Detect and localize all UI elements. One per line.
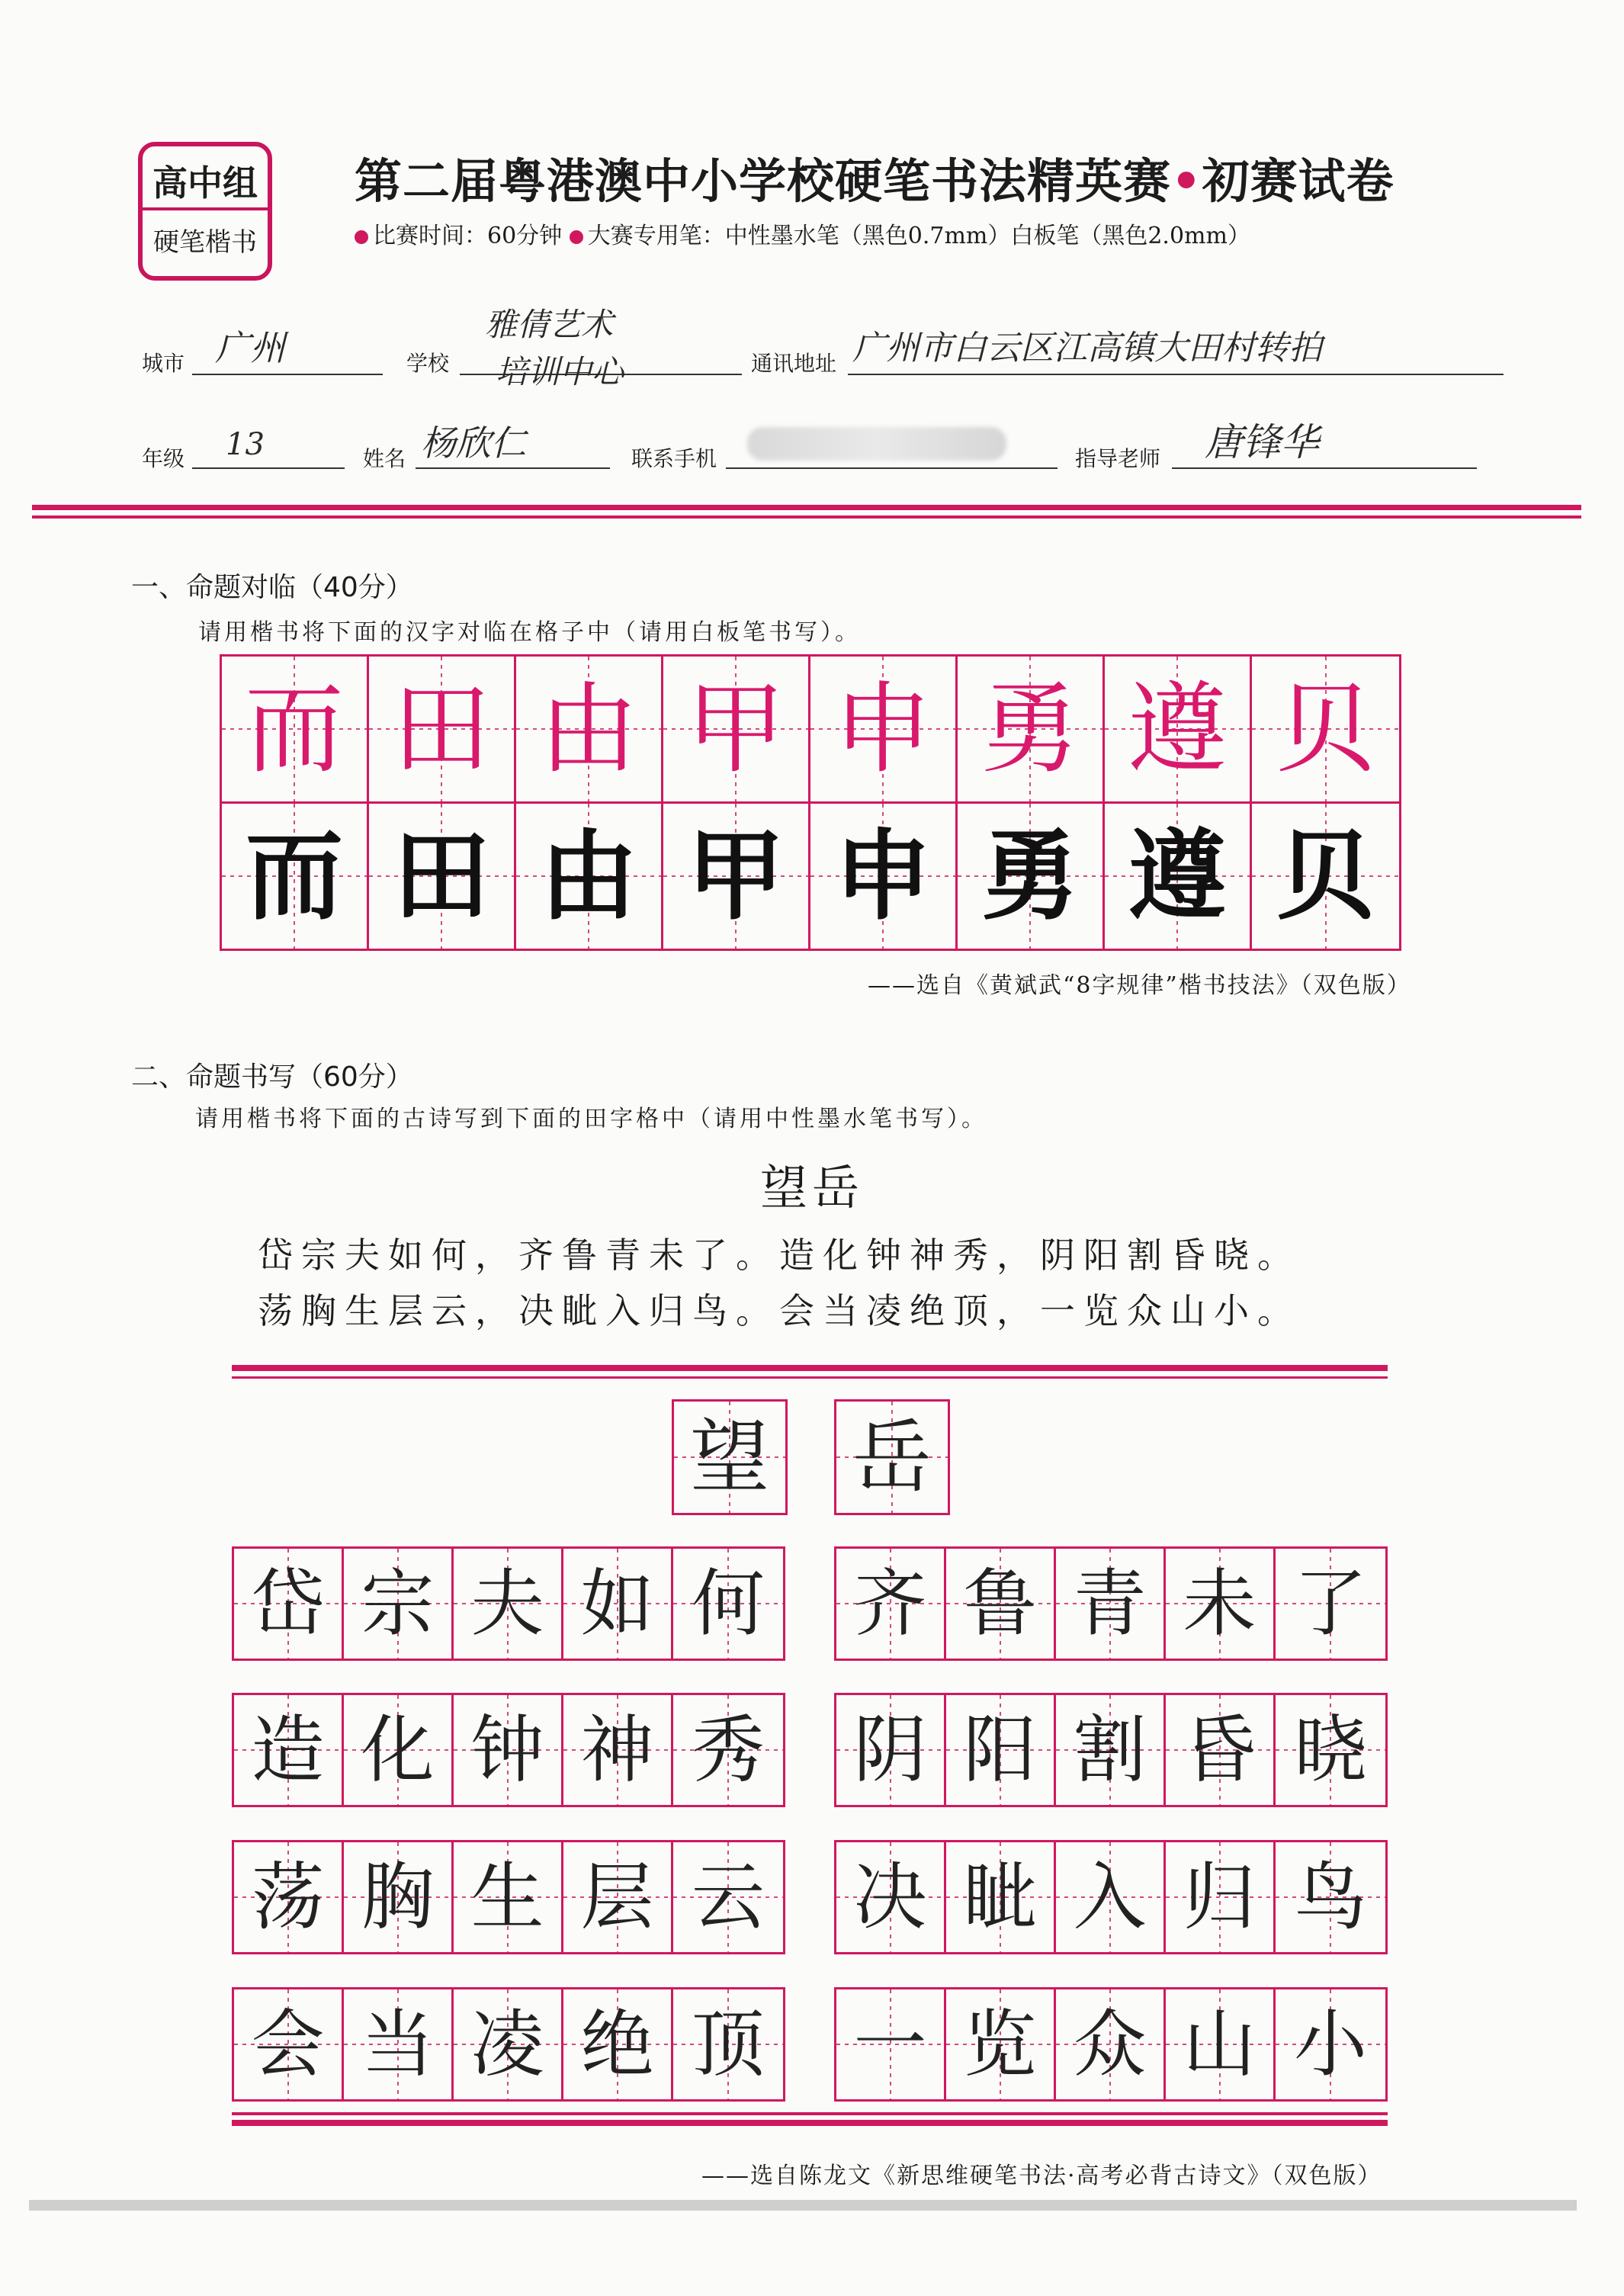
grid-character: 鲁	[963, 1561, 1037, 1646]
title-main: 第二届粤港澳中小学校硬笔书法精英赛	[355, 153, 1172, 209]
grid-character: 荡	[251, 1854, 325, 1940]
grid-character: 化	[361, 1707, 435, 1793]
section1-heading: 一、命题对临（40分）	[131, 572, 413, 603]
phone-label: 联系手机	[631, 446, 717, 471]
grid-cell[interactable]	[674, 1402, 785, 1513]
grid-cell[interactable]	[836, 1695, 946, 1805]
grid-cell	[810, 657, 958, 801]
writing-row-3-left[interactable]	[232, 1840, 785, 1954]
section1-source: ——选自《黄斌武“8字规律”楷书技法》（双色版）	[868, 972, 1411, 999]
grid-character: 众	[1073, 2002, 1147, 2087]
grade-value[interactable]: 13	[226, 427, 265, 462]
bullet-dot-icon	[570, 230, 583, 244]
grid-character: 由	[538, 671, 638, 787]
grid-cell[interactable]	[563, 1842, 673, 1952]
subtitle	[355, 217, 1250, 250]
written-title-cell-2[interactable]	[834, 1399, 950, 1515]
grid-cell[interactable]	[946, 1842, 1056, 1952]
grid-character: 勇	[980, 671, 1080, 787]
grid-character: 当	[361, 2002, 435, 2087]
page-footer-bar	[29, 2200, 1577, 2211]
teacher-label: 指导老师	[1075, 446, 1161, 471]
writing-row-4-left[interactable]	[232, 1987, 785, 2102]
grid-cell[interactable]	[234, 1549, 344, 1659]
title-stage: 初赛试卷	[1202, 153, 1395, 209]
subtitle-time: 比赛时间：60分钟	[373, 223, 563, 249]
section2-source: ——选自陈龙文《新思维硬笔书法·高考必背古诗文》（双色版）	[701, 2163, 1382, 2189]
grid-cell[interactable]	[454, 1989, 563, 2099]
grid-character: 甲	[685, 671, 785, 787]
grid-character: 如	[580, 1561, 654, 1646]
school-value-line-2[interactable]: 培训中心	[496, 353, 624, 390]
grid-character: 绝	[580, 2002, 654, 2087]
writing-row-4-right[interactable]	[834, 1987, 1388, 2102]
grid-cell[interactable]	[1056, 1549, 1166, 1659]
grid-cell[interactable]	[673, 1549, 783, 1659]
grid-character: 览	[963, 2002, 1037, 2087]
address-value[interactable]: 广州市白云区江高镇大田村转拍	[852, 329, 1322, 368]
grid-character: 申	[833, 671, 932, 787]
name-label: 姓名	[363, 446, 406, 471]
grid-cell[interactable]	[836, 1549, 946, 1659]
grid-cell[interactable]	[1056, 1695, 1166, 1805]
grid-character: 昏	[1183, 1707, 1257, 1793]
teacher-underline	[1172, 467, 1477, 469]
grid-cell[interactable]	[1056, 1842, 1166, 1952]
poem-divider-top	[232, 1365, 1388, 1371]
grid-cell	[663, 657, 810, 801]
grid-cell[interactable]	[1105, 804, 1252, 949]
address-label: 通讯地址	[751, 351, 837, 376]
grid-cell[interactable]	[1166, 1842, 1276, 1952]
poem-line-2: 荡胸生层云，决眦入归鸟。会当凌绝顶，一览众山小。	[258, 1290, 1301, 1331]
grid-cell[interactable]	[1276, 1695, 1385, 1805]
grid-cell[interactable]	[344, 1549, 454, 1659]
grid-character: 胸	[361, 1854, 435, 1940]
grid-character: 神	[580, 1707, 654, 1793]
grid-character: 望	[689, 1411, 769, 1504]
grid-character: 田	[392, 819, 490, 933]
grid-character: 未	[1183, 1561, 1257, 1646]
grid-character: 青	[1073, 1561, 1147, 1646]
grid-cell	[222, 657, 369, 801]
section2-instruction: 请用楷书将下面的古诗写到下面的田字格中（请用中性墨水笔书写）。	[195, 1106, 987, 1132]
bottom-divider-top	[232, 2112, 1388, 2115]
writing-row-3-right[interactable]	[834, 1840, 1388, 1954]
grid-cell[interactable]	[958, 804, 1105, 949]
subtitle-pens: 大赛专用笔：中性墨水笔（黑色0.7mm）白板笔（黑色2.0mm）	[587, 223, 1250, 249]
grid-cell[interactable]	[454, 1549, 563, 1659]
grid-cell[interactable]	[1166, 1989, 1276, 2099]
school-label: 学校	[406, 351, 450, 376]
grid-character: 山	[1183, 2002, 1257, 2087]
writing-row-1-right[interactable]	[834, 1546, 1388, 1661]
address-underline	[848, 374, 1504, 375]
grid-cell[interactable]	[1276, 1842, 1385, 1952]
grid-cell	[1105, 657, 1252, 801]
grid-cell[interactable]	[663, 804, 810, 949]
poem-line-1: 岱宗夫如何，齐鲁青未了。造化钟神秀，阴阳割昏晓。	[258, 1235, 1301, 1276]
grid-character: 而	[244, 671, 344, 787]
grid-character: 阳	[963, 1707, 1037, 1793]
grid-cell[interactable]	[234, 1695, 344, 1805]
grid-cell[interactable]	[344, 1842, 454, 1952]
grid-character: 钟	[470, 1707, 544, 1793]
grid-character: 夫	[470, 1561, 544, 1646]
writing-row-1-left[interactable]	[232, 1546, 785, 1661]
grid-cell[interactable]	[673, 1695, 783, 1805]
grid-cell[interactable]	[810, 804, 958, 949]
poem-title: 望岳	[759, 1160, 864, 1215]
grade-underline	[192, 467, 345, 469]
grid-character: 决	[853, 1854, 927, 1940]
header-divider-top	[32, 505, 1581, 510]
grid-cell[interactable]	[1056, 1989, 1166, 2099]
grid-character: 申	[833, 819, 932, 933]
grid-cell[interactable]	[454, 1695, 563, 1805]
grid-character: 顶	[692, 2002, 765, 2087]
grid-cell	[958, 657, 1105, 801]
grid-cell[interactable]	[1166, 1549, 1276, 1659]
grid-character: 归	[1183, 1854, 1257, 1940]
grid-character: 岳	[852, 1411, 932, 1504]
grid-character: 一	[853, 2002, 927, 2087]
grid-character: 勇	[980, 819, 1079, 933]
name-value[interactable]: 杨欣仁	[421, 422, 526, 464]
section1-instruction: 请用楷书将下面的汉字对临在格子中（请用白板笔书写）。	[198, 619, 861, 646]
grid-character: 云	[692, 1854, 765, 1940]
grid-character: 晓	[1294, 1707, 1367, 1793]
grid-cell[interactable]	[1252, 804, 1399, 949]
section2-heading: 二、命题书写（60分）	[131, 1061, 413, 1093]
teacher-value[interactable]: 唐锋华	[1205, 420, 1319, 464]
grid-character: 层	[580, 1854, 654, 1940]
grid-cell[interactable]	[234, 1842, 344, 1952]
grid-cell[interactable]	[344, 1695, 454, 1805]
grid-character: 眦	[963, 1854, 1037, 1940]
grid-character: 割	[1073, 1707, 1147, 1793]
grid-character: 造	[251, 1707, 325, 1793]
grid-cell[interactable]	[1276, 1989, 1385, 2099]
writing-row-2-right[interactable]	[834, 1693, 1388, 1807]
grid-cell[interactable]	[454, 1842, 563, 1952]
grid-character: 秀	[692, 1707, 765, 1793]
grid-cell[interactable]	[516, 804, 663, 949]
grid-cell[interactable]	[946, 1989, 1056, 2099]
badge-divider	[143, 207, 268, 210]
page-title	[355, 143, 1395, 211]
grid-character: 会	[251, 2002, 325, 2087]
grid-cell[interactable]	[836, 1989, 946, 2099]
grid-character: 贝	[1276, 819, 1375, 933]
grid-cell[interactable]	[1276, 1549, 1385, 1659]
grid-cell[interactable]	[946, 1695, 1056, 1805]
category-badge	[138, 142, 272, 281]
written-title-cell-1[interactable]	[672, 1399, 788, 1515]
grid-cell[interactable]	[1166, 1695, 1276, 1805]
grid-character: 鸟	[1294, 1854, 1367, 1940]
badge-style: 硬笔楷书	[153, 227, 257, 258]
grid-character: 遵	[1127, 671, 1227, 787]
grid-cell[interactable]	[673, 1842, 783, 1952]
school-value-line-1[interactable]: 雅倩艺术	[485, 306, 614, 343]
city-underline	[192, 374, 383, 375]
grid-cell[interactable]	[836, 1842, 946, 1952]
model-grid	[220, 654, 1401, 804]
grid-character: 生	[470, 1854, 544, 1940]
copy-grid[interactable]	[220, 801, 1401, 951]
grid-character: 宗	[361, 1561, 435, 1646]
header-divider-bottom	[32, 515, 1581, 519]
grid-character: 凌	[470, 2002, 544, 2087]
grid-character: 贝	[1276, 671, 1375, 787]
badge-group: 高中组	[152, 162, 258, 204]
grid-character: 阴	[853, 1707, 927, 1793]
grid-character: 入	[1073, 1854, 1147, 1940]
writing-row-2-left[interactable]	[232, 1693, 785, 1807]
grid-cell[interactable]	[344, 1989, 454, 2099]
grid-cell[interactable]	[673, 1989, 783, 2099]
grade-label: 年级	[142, 446, 185, 471]
grid-cell[interactable]	[234, 1989, 344, 2099]
grid-character: 齐	[853, 1561, 927, 1646]
phone-underline	[726, 467, 1058, 469]
title-separator: •	[1171, 153, 1202, 209]
grid-cell[interactable]	[836, 1402, 948, 1513]
grid-character: 田	[391, 671, 491, 787]
grid-cell	[516, 657, 663, 801]
grid-character: 岱	[251, 1561, 325, 1646]
grid-cell[interactable]	[563, 1549, 673, 1659]
phone-value-blurred[interactable]	[747, 427, 1006, 461]
grid-character: 小	[1294, 2002, 1367, 2087]
city-label: 城市	[142, 351, 185, 376]
grid-cell[interactable]	[222, 804, 369, 949]
grid-cell[interactable]	[563, 1989, 673, 2099]
grid-character: 了	[1294, 1561, 1367, 1646]
grid-cell[interactable]	[563, 1695, 673, 1805]
grid-cell[interactable]	[369, 804, 516, 949]
bullet-dot-icon	[355, 230, 368, 244]
grid-character: 遵	[1128, 819, 1226, 933]
grid-character: 甲	[686, 819, 785, 933]
name-underline	[416, 467, 610, 469]
grid-cell[interactable]	[946, 1549, 1056, 1659]
grid-character: 由	[539, 819, 637, 933]
bottom-divider-bottom	[232, 2120, 1388, 2126]
grid-character: 而	[245, 819, 343, 933]
poem-divider-bottom	[232, 1376, 1388, 1379]
grid-cell	[1252, 657, 1399, 801]
city-value[interactable]: 广州	[215, 327, 285, 368]
grid-cell	[369, 657, 516, 801]
grid-character: 何	[692, 1561, 765, 1646]
